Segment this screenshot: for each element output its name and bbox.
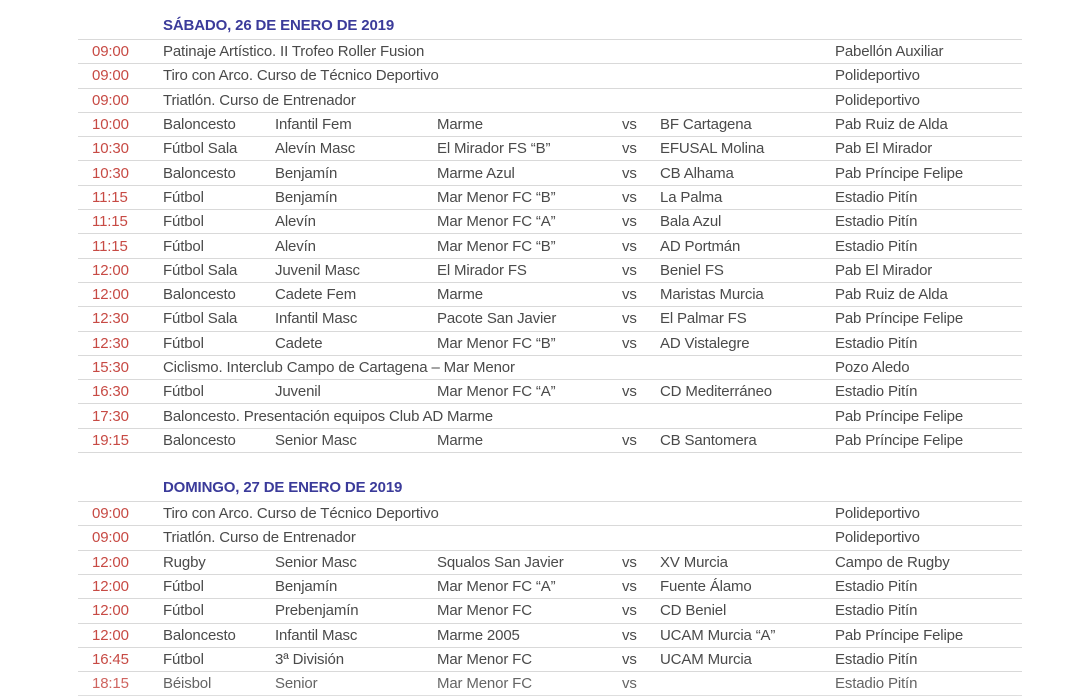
time-cell: 09:00	[92, 505, 129, 523]
away-team-cell: XV Murcia	[660, 553, 728, 571]
time-cell: 16:45	[92, 650, 129, 668]
away-team-cell: AD Portmán	[660, 237, 741, 255]
time-cell: 19:15	[92, 431, 129, 449]
venue-cell: Pab El Mirador	[835, 261, 933, 279]
vs-cell: vs	[622, 261, 637, 279]
vs-cell: vs	[622, 578, 637, 596]
home-team-cell: Marme	[437, 286, 483, 304]
venue-cell: Estadio Pitín	[835, 602, 918, 620]
venue-cell: Pab El Mirador	[835, 140, 933, 158]
home-team-cell: Marme	[437, 431, 483, 449]
venue-cell: Estadio Pitín	[835, 650, 918, 668]
home-team-cell: Mar Menor FC	[437, 602, 532, 620]
time-cell: 17:30	[92, 407, 129, 425]
sport-cell: Fútbol	[163, 213, 204, 231]
time-cell: 10:00	[92, 116, 129, 134]
home-team-cell: Mar Menor FC	[437, 650, 532, 668]
away-team-cell: Fuente Álamo	[660, 578, 752, 596]
day-header-saturday: SÁBADO, 26 DE ENERO DE 2019	[163, 17, 395, 34]
sport-cell: Fútbol Sala	[163, 261, 238, 279]
sport-cell: Fútbol	[163, 383, 204, 401]
category-cell: Benjamín	[275, 188, 338, 206]
vs-cell: vs	[622, 286, 637, 304]
day-table-saturday	[78, 39, 1022, 453]
venue-cell: Estadio Pitín	[835, 578, 918, 596]
category-cell: Senior Masc	[275, 431, 357, 449]
time-cell: 11:15	[92, 188, 128, 206]
schedule-document	[78, 0, 1022, 696]
home-team-cell: Marme 2005	[437, 626, 520, 644]
home-team-cell: Marme Azul	[437, 164, 515, 182]
home-team-cell: Marme	[437, 116, 483, 134]
away-team-cell: UCAM Murcia “A”	[660, 626, 776, 644]
sport-cell: Fútbol	[163, 578, 204, 596]
sport-cell: Fútbol	[163, 237, 204, 255]
venue-cell: Pab Ruiz de Alda	[835, 286, 948, 304]
time-cell: 15:30	[92, 359, 129, 376]
time-cell: 09:00	[92, 43, 129, 61]
venue-cell: Estadio Pitín	[835, 675, 918, 693]
time-cell: 09:00	[92, 91, 129, 109]
vs-cell: vs	[622, 334, 637, 352]
day-table-sunday	[78, 501, 1022, 696]
sport-cell: Fútbol Sala	[163, 310, 238, 328]
sport-cell: Baloncesto	[163, 431, 236, 449]
sport-cell: Fútbol	[163, 334, 204, 352]
venue-cell: Estadio Pitín	[835, 188, 918, 206]
venue-cell: Pozo Aledo	[835, 359, 910, 376]
time-cell: 11:15	[92, 237, 128, 255]
time-cell: 11:15	[92, 213, 128, 231]
sport-cell: Rugby	[163, 553, 206, 571]
schedule-row	[78, 113, 1022, 137]
category-cell: 3ª División	[275, 650, 344, 668]
schedule-row	[78, 161, 1022, 185]
category-cell: Cadete	[275, 334, 323, 352]
schedule-row	[78, 64, 1022, 88]
away-team-cell: CD Beniel	[660, 602, 727, 620]
vs-cell: vs	[622, 602, 637, 620]
vs-cell: vs	[622, 213, 637, 231]
venue-cell: Pab Príncipe Felipe	[835, 310, 964, 328]
schedule-row	[78, 186, 1022, 210]
venue-cell: Polideportivo	[835, 505, 920, 523]
venue-cell: Pab Príncipe Felipe	[835, 431, 964, 449]
home-team-cell: El Mirador FS	[437, 261, 527, 279]
time-cell: 12:30	[92, 310, 129, 328]
schedule-row	[78, 672, 1022, 696]
schedule-row	[78, 575, 1022, 599]
venue-cell: Pabellón Auxiliar	[835, 43, 944, 61]
home-team-cell: Pacote San Javier	[437, 310, 557, 328]
home-team-cell: Mar Menor FC	[437, 675, 532, 693]
away-team-cell: AD Vistalegre	[660, 334, 750, 352]
category-cell: Benjamín	[275, 164, 338, 182]
category-cell: Senior Masc	[275, 553, 357, 571]
schedule-row	[78, 234, 1022, 258]
venue-cell: Pab Príncipe Felipe	[835, 626, 964, 644]
schedule-row	[78, 551, 1022, 575]
time-cell: 09:00	[92, 529, 129, 547]
venue-cell: Pab Príncipe Felipe	[835, 407, 964, 425]
category-cell: Cadete Fem	[275, 286, 357, 304]
event-cell: Tiro con Arco. Curso de Técnico Deportivo	[163, 505, 439, 523]
sport-cell: Fútbol	[163, 650, 204, 668]
vs-cell: vs	[622, 626, 637, 644]
time-cell: 12:00	[92, 553, 129, 571]
schedule-row	[78, 283, 1022, 307]
venue-cell: Estadio Pitín	[835, 237, 918, 255]
event-cell: Triatlón. Curso de Entrenador	[163, 529, 356, 547]
schedule-row	[78, 502, 1022, 526]
time-cell: 12:00	[92, 578, 129, 596]
sport-cell: Baloncesto	[163, 164, 236, 182]
schedule-row	[78, 210, 1022, 234]
away-team-cell: UCAM Murcia	[660, 650, 752, 668]
schedule-row	[78, 259, 1022, 283]
time-cell: 12:00	[92, 626, 129, 644]
schedule-row	[78, 526, 1022, 550]
category-cell: Benjamín	[275, 578, 338, 596]
home-team-cell: Mar Menor FC “B”	[437, 237, 556, 255]
day-section-sunday	[78, 475, 1022, 696]
event-cell: Triatlón. Curso de Entrenador	[163, 91, 356, 109]
time-cell: 12:30	[92, 334, 129, 352]
schedule-row	[78, 404, 1022, 428]
venue-cell: Estadio Pitín	[835, 334, 918, 352]
vs-cell: vs	[622, 140, 637, 158]
vs-cell: vs	[622, 431, 637, 449]
sport-cell: Béisbol	[163, 675, 212, 693]
away-team-cell: BF Cartagena	[660, 116, 752, 134]
sport-cell: Baloncesto	[163, 116, 236, 134]
home-team-cell: Mar Menor FC “B”	[437, 334, 556, 352]
vs-cell: vs	[622, 310, 637, 328]
sport-cell: Baloncesto	[163, 626, 236, 644]
venue-cell: Polideportivo	[835, 67, 920, 85]
vs-cell: vs	[622, 650, 637, 668]
away-team-cell: CB Santomera	[660, 431, 757, 449]
vs-cell: vs	[622, 116, 637, 134]
day-section-saturday	[78, 13, 1022, 453]
home-team-cell: Mar Menor FC “B”	[437, 188, 556, 206]
sport-cell: Fútbol Sala	[163, 140, 238, 158]
category-cell: Alevín	[275, 237, 316, 255]
venue-cell: Estadio Pitín	[835, 383, 918, 401]
time-cell: 10:30	[92, 164, 129, 182]
away-team-cell: El Palmar FS	[660, 310, 747, 328]
away-team-cell: CD Mediterráneo	[660, 383, 772, 401]
category-cell: Alevín Masc	[275, 140, 356, 158]
schedule-row	[78, 599, 1022, 623]
venue-cell: Pab Príncipe Felipe	[835, 164, 964, 182]
category-cell: Infantil Masc	[275, 626, 358, 644]
event-cell: Patinaje Artístico. II Trofeo Roller Fusion	[163, 43, 425, 61]
time-cell: 16:30	[92, 383, 129, 401]
venue-cell: Pab Ruiz de Alda	[835, 116, 948, 134]
schedule-row	[78, 429, 1022, 453]
event-cell: Baloncesto. Presentación equipos Club AD Marme	[163, 407, 493, 425]
away-team-cell: Bala Azul	[660, 213, 722, 231]
home-team-cell: Mar Menor FC “A”	[437, 578, 556, 596]
home-team-cell: Mar Menor FC “A”	[437, 213, 556, 231]
vs-cell: vs	[622, 553, 637, 571]
time-cell: 18:15	[92, 675, 129, 693]
schedule-row	[78, 624, 1022, 648]
home-team-cell: El Mirador FS “B”	[437, 140, 551, 158]
venue-cell: Campo de Rugby	[835, 553, 950, 571]
vs-cell: vs	[622, 383, 637, 401]
time-cell: 12:00	[92, 261, 129, 279]
schedule-row	[78, 356, 1022, 380]
category-cell: Infantil Masc	[275, 310, 358, 328]
away-team-cell: Beniel FS	[660, 261, 724, 279]
event-cell: Ciclismo. Interclub Campo de Cartagena – Mar Menor	[163, 359, 515, 376]
category-cell: Infantil Fem	[275, 116, 352, 134]
venue-cell: Polideportivo	[835, 529, 920, 547]
vs-cell: vs	[622, 164, 637, 182]
vs-cell: vs	[622, 237, 637, 255]
schedule-row	[78, 89, 1022, 113]
away-team-cell: EFUSAL Molina	[660, 140, 765, 158]
schedule-row	[78, 332, 1022, 356]
schedule-row	[78, 40, 1022, 64]
sport-cell: Baloncesto	[163, 286, 236, 304]
time-cell: 09:00	[92, 67, 129, 85]
time-cell: 10:30	[92, 140, 129, 158]
category-cell: Juvenil	[275, 383, 321, 401]
sport-cell: Fútbol	[163, 188, 204, 206]
event-cell: Tiro con Arco. Curso de Técnico Deportivo	[163, 67, 439, 85]
vs-cell: vs	[622, 675, 637, 693]
home-team-cell: Squalos San Javier	[437, 553, 564, 571]
time-cell: 12:00	[92, 286, 129, 304]
category-cell: Prebenjamín	[275, 602, 359, 620]
away-team-cell: La Palma	[660, 188, 723, 206]
venue-cell: Polideportivo	[835, 91, 920, 109]
home-team-cell: Mar Menor FC “A”	[437, 383, 556, 401]
sport-cell: Fútbol	[163, 602, 204, 620]
schedule-row	[78, 137, 1022, 161]
schedule-row	[78, 648, 1022, 672]
time-cell: 12:00	[92, 602, 129, 620]
venue-cell: Estadio Pitín	[835, 213, 918, 231]
away-team-cell: CB Alhama	[660, 164, 734, 182]
schedule-row	[78, 380, 1022, 404]
category-cell: Senior	[275, 675, 318, 693]
vs-cell: vs	[622, 188, 637, 206]
category-cell: Alevín	[275, 213, 316, 231]
day-header-sunday: DOMINGO, 27 DE ENERO DE 2019	[163, 479, 403, 497]
away-team-cell: Maristas Murcia	[660, 286, 764, 304]
category-cell: Juvenil Masc	[275, 261, 360, 279]
schedule-row	[78, 307, 1022, 331]
